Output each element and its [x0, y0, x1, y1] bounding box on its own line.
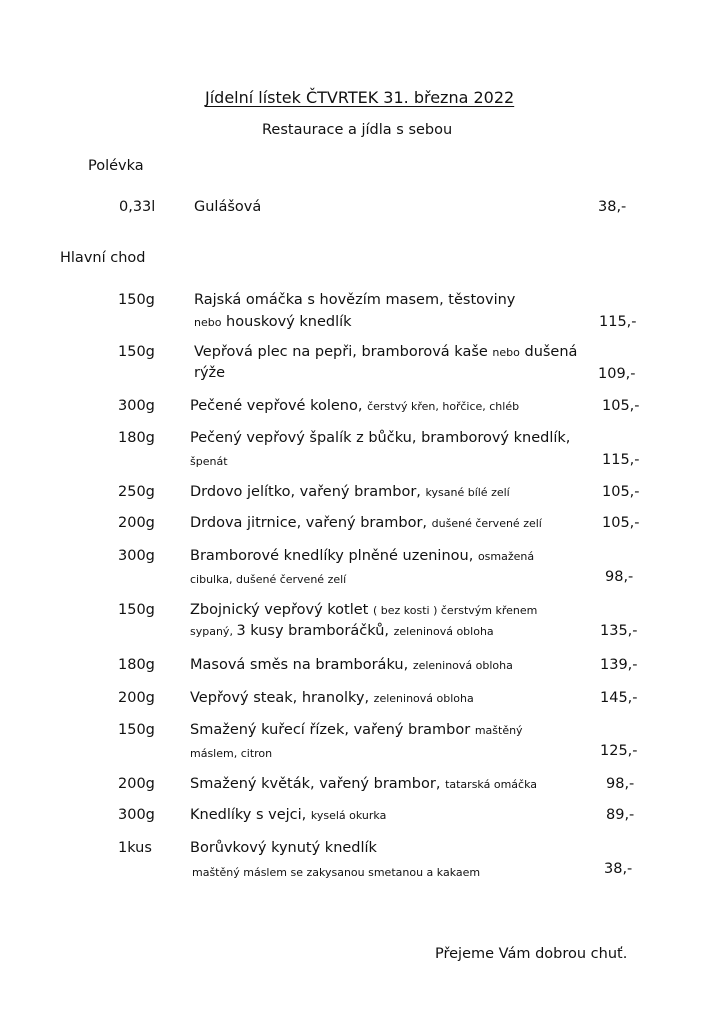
- menu-subtitle: Restaurace a jídla s sebou: [262, 122, 453, 138]
- item-name: [190, 602, 537, 618]
- item-name-continued: [190, 453, 228, 469]
- item-name-continued: [194, 314, 352, 330]
- item-note: zeleninová obloha: [393, 625, 494, 638]
- item-note: špenát: [190, 455, 228, 468]
- item-name-part: 3 kusy bramboráčků,: [236, 623, 394, 639]
- item-name-continued: [190, 571, 346, 587]
- item-price: 115,-: [599, 314, 637, 330]
- item-note: dušené červené zelí: [431, 517, 542, 530]
- item-name-part: Bramborové knedlíky plněné uzeninou,: [190, 548, 478, 564]
- item-quantity: 180g: [118, 657, 155, 673]
- item-name-part: Zbojnický vepřový kotlet: [190, 602, 373, 618]
- item-note: zeleninová obloha: [412, 659, 513, 672]
- item-name: [190, 515, 542, 531]
- item-note: nebo: [194, 316, 222, 329]
- item-quantity: 180g: [118, 430, 155, 446]
- item-name: [190, 484, 510, 500]
- item-name: [190, 548, 534, 564]
- item-name-part: Smažený kuřecí řízek, vařený brambor: [190, 722, 475, 738]
- item-quantity: 150g: [118, 602, 155, 618]
- item-price: 139,-: [600, 657, 638, 673]
- item-price: 125,-: [600, 743, 638, 759]
- item-note: kyselá okurka: [310, 809, 387, 822]
- item-price: 135,-: [600, 623, 638, 639]
- item-price: 109,-: [598, 366, 636, 382]
- item-note: maštěný: [474, 724, 523, 737]
- menu-title: Jídelní lístek ČTVRTEK 31. března 2022: [205, 88, 515, 107]
- item-price: 145,-: [600, 690, 638, 706]
- item-price: 105,-: [602, 515, 640, 531]
- item-name-part: Vepřový steak, hranolky,: [190, 690, 374, 706]
- item-name-continued: rýže: [194, 365, 226, 381]
- item-name-part: Masová směs na bramboráku,: [190, 657, 413, 673]
- item-price: 89,-: [606, 807, 635, 823]
- item-name-part: Knedlíky s vejci,: [190, 807, 311, 823]
- item-note: máslem, citron: [190, 747, 273, 760]
- footer-wish: Přejeme Vám dobrou chuť.: [435, 946, 628, 962]
- item-name: Pečený vepřový špalík z bůčku, bramborový knedlík,: [190, 430, 571, 446]
- item-quantity: 200g: [118, 776, 155, 792]
- item-price: 105,-: [602, 484, 640, 500]
- item-note: zeleninová obloha: [373, 692, 474, 705]
- item-note: osmažená: [477, 550, 535, 563]
- item-note: nebo: [492, 346, 520, 359]
- item-name-part: Pečené vepřové koleno,: [190, 398, 368, 414]
- item-quantity: 150g: [118, 292, 155, 308]
- item-quantity: 150g: [118, 722, 155, 738]
- item-quantity: 0,33l: [119, 199, 156, 215]
- item-quantity: 150g: [118, 344, 155, 360]
- item-name: [190, 398, 519, 414]
- section-label-main: Hlavní chod: [60, 250, 146, 266]
- item-price: 105,-: [602, 398, 640, 414]
- item-name-continued: [190, 623, 494, 639]
- item-name-continued: [190, 745, 272, 761]
- item-name-part: Vepřová plec na pepři, bramborová kaše: [194, 344, 493, 360]
- item-note: maštěný máslem se zakysanou smetanou a kakaem: [192, 866, 481, 879]
- item-quantity: 250g: [118, 484, 155, 500]
- item-quantity: 300g: [118, 807, 155, 823]
- item-note: kysané bílé zelí: [425, 486, 510, 499]
- item-name: Borůvkový kynutý knedlík: [190, 840, 377, 856]
- item-name: [190, 807, 386, 823]
- item-note: sypaný,: [190, 625, 237, 638]
- item-note: cibulka, dušené červené zelí: [190, 573, 347, 586]
- item-name-continued: [192, 864, 480, 880]
- item-name-part: Drdova jitrnice, vařený brambor,: [190, 515, 432, 531]
- item-note: čerstvý křen, hořčice, chléb: [367, 400, 520, 413]
- item-price: 115,-: [602, 452, 640, 468]
- item-name-part: dušená: [519, 344, 578, 360]
- item-name: Gulášová: [194, 199, 262, 215]
- item-name: [190, 776, 537, 792]
- item-quantity: 200g: [118, 690, 155, 706]
- item-name-part: Smažený květák, vařený brambor,: [190, 776, 446, 792]
- item-name: [190, 657, 513, 673]
- item-name-part: Drdovo jelítko, vařený brambor,: [190, 484, 426, 500]
- item-note: ( bez kosti ) čerstvým křenem: [372, 604, 538, 617]
- item-name-part: houskový knedlík: [221, 314, 352, 330]
- item-note: tatarská omáčka: [445, 778, 537, 791]
- item-price: 38,-: [604, 861, 633, 877]
- item-price: 38,-: [598, 199, 627, 215]
- item-quantity: 1kus: [118, 840, 152, 856]
- item-name: [194, 344, 577, 360]
- item-quantity: 200g: [118, 515, 155, 531]
- item-quantity: 300g: [118, 398, 155, 414]
- item-name: [190, 690, 474, 706]
- item-name: Rajská omáčka s hovězím masem, těstoviny: [194, 292, 516, 308]
- item-name: [190, 722, 523, 738]
- item-price: 98,-: [606, 776, 635, 792]
- section-label-soup: Polévka: [88, 158, 144, 174]
- item-price: 98,-: [605, 569, 634, 585]
- item-quantity: 300g: [118, 548, 155, 564]
